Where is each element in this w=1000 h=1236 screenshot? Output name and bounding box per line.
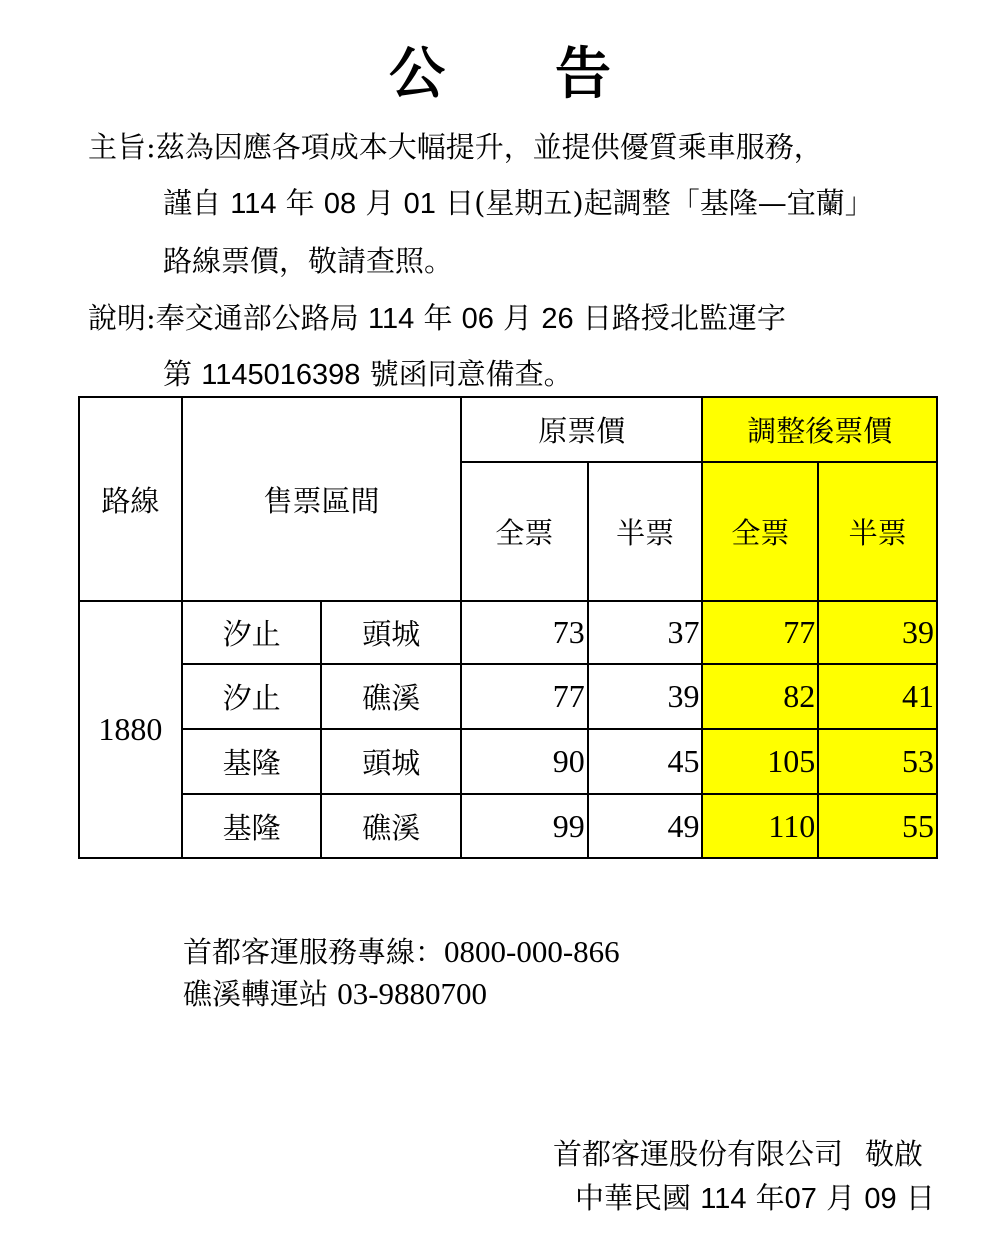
hotline-label: 首都客運服務專線： bbox=[183, 935, 445, 969]
table-row bbox=[79, 729, 937, 794]
explanation-text-1b: 年 bbox=[414, 301, 462, 335]
notice-title bbox=[0, 30, 1000, 110]
adjusted-half-fare: 39 bbox=[818, 601, 937, 664]
explanation-text-2a: 第 bbox=[163, 357, 202, 391]
explanation-label: 說明: bbox=[88, 301, 156, 335]
adjusted-fare-header: 調整後票價 bbox=[702, 397, 937, 462]
date-text-c: 月 bbox=[816, 1181, 865, 1215]
subject-text-2a: 謹自 bbox=[163, 186, 231, 220]
date-text-d: 日 bbox=[896, 1181, 935, 1215]
adjusted-half-fare: 53 bbox=[818, 729, 937, 794]
explanation-text-1d: 日路授北監運字 bbox=[573, 301, 786, 335]
route-header: 路線 bbox=[79, 397, 182, 601]
subject-text-1: 茲為因應各項成本大幅提升，並提供優質乘車服務， bbox=[155, 130, 823, 164]
original-half-header: 半票 bbox=[588, 462, 703, 601]
original-half-fare: 39 bbox=[588, 664, 703, 729]
hotline-line bbox=[183, 930, 620, 971]
effective-year: 114 bbox=[230, 188, 277, 220]
from-stop: 基隆 bbox=[182, 794, 322, 858]
date-day: 09 bbox=[864, 1183, 897, 1215]
station-label: 礁溪轉運站 bbox=[183, 977, 338, 1011]
table-row bbox=[79, 601, 937, 664]
approval-day: 26 bbox=[541, 303, 574, 335]
adjusted-half-fare: 41 bbox=[818, 664, 937, 729]
to-stop: 頭城 bbox=[321, 729, 461, 794]
original-full-fare: 73 bbox=[461, 601, 588, 664]
from-stop: 基隆 bbox=[182, 729, 322, 794]
station-line bbox=[183, 972, 487, 1013]
subject-text-2c: 月 bbox=[356, 186, 404, 220]
explanation-text-1c: 月 bbox=[493, 301, 542, 335]
explanation-text-2b: 號函同意備查。 bbox=[360, 357, 573, 391]
subject-line-3 bbox=[163, 244, 453, 278]
original-full-header: 全票 bbox=[461, 462, 588, 601]
adjusted-full-fare: 110 bbox=[702, 794, 818, 858]
hotline-number: 0800-000-866 bbox=[444, 934, 620, 969]
subject-text-3: 路線票價，敬請查照。 bbox=[163, 244, 454, 278]
explanation-line-2 bbox=[163, 357, 573, 392]
original-half-fare: 45 bbox=[588, 729, 703, 794]
date-month: 07 bbox=[784, 1183, 817, 1215]
adjusted-half-header: 半票 bbox=[818, 462, 937, 601]
subject-text-2d: 日(星期五)起調整「基隆—宜蘭」 bbox=[435, 186, 874, 220]
date-text-a: 中華民國 bbox=[575, 1181, 701, 1215]
section-header: 售票區間 bbox=[182, 397, 461, 601]
effective-month: 08 bbox=[323, 188, 357, 220]
adjusted-full-fare: 82 bbox=[702, 664, 818, 729]
original-full-fare: 90 bbox=[461, 729, 588, 794]
explanation-line-1 bbox=[88, 301, 786, 336]
approval-month: 06 bbox=[461, 303, 494, 335]
to-stop: 礁溪 bbox=[321, 794, 461, 858]
adjusted-half-fare: 55 bbox=[818, 794, 937, 858]
to-stop: 礁溪 bbox=[321, 664, 461, 729]
original-full-fare: 99 bbox=[461, 794, 588, 858]
date-text-b: 年 bbox=[746, 1181, 785, 1215]
company-name: 首都客運股份有限公司 bbox=[553, 1137, 844, 1171]
fare-table bbox=[78, 396, 938, 859]
subject-label: 主旨: bbox=[88, 130, 156, 164]
route-number: 1880 bbox=[79, 601, 182, 858]
from-stop: 汐止 bbox=[182, 601, 322, 664]
table-row bbox=[79, 664, 937, 729]
title-char-2: 告 bbox=[555, 41, 611, 107]
effective-day: 01 bbox=[403, 188, 436, 220]
original-full-fare: 77 bbox=[461, 664, 588, 729]
original-half-fare: 49 bbox=[588, 794, 703, 858]
table-row bbox=[79, 794, 937, 858]
station-number: 03-9880700 bbox=[337, 976, 488, 1011]
adjusted-full-header: 全票 bbox=[702, 462, 818, 601]
subject-line-2 bbox=[163, 186, 874, 221]
subject-text-2b: 年 bbox=[276, 186, 324, 220]
original-half-fare: 37 bbox=[588, 601, 703, 664]
document-number: 1145016398 bbox=[201, 359, 361, 391]
explanation-text-1a: 奉交通部公路局 bbox=[155, 301, 368, 335]
approval-year: 114 bbox=[368, 303, 415, 335]
original-fare-header: 原票價 bbox=[461, 397, 702, 462]
adjusted-full-fare: 105 bbox=[702, 729, 818, 794]
from-stop: 汐止 bbox=[182, 664, 322, 729]
to-stop: 頭城 bbox=[321, 601, 461, 664]
date-year: 114 bbox=[700, 1183, 747, 1215]
signature-date-line bbox=[575, 1176, 935, 1217]
adjusted-full-fare: 77 bbox=[702, 601, 818, 664]
subject-line-1 bbox=[88, 130, 823, 164]
signature-company-line bbox=[553, 1132, 923, 1173]
title-char-1: 公 bbox=[389, 41, 445, 107]
closing: 敬啟 bbox=[865, 1137, 924, 1171]
